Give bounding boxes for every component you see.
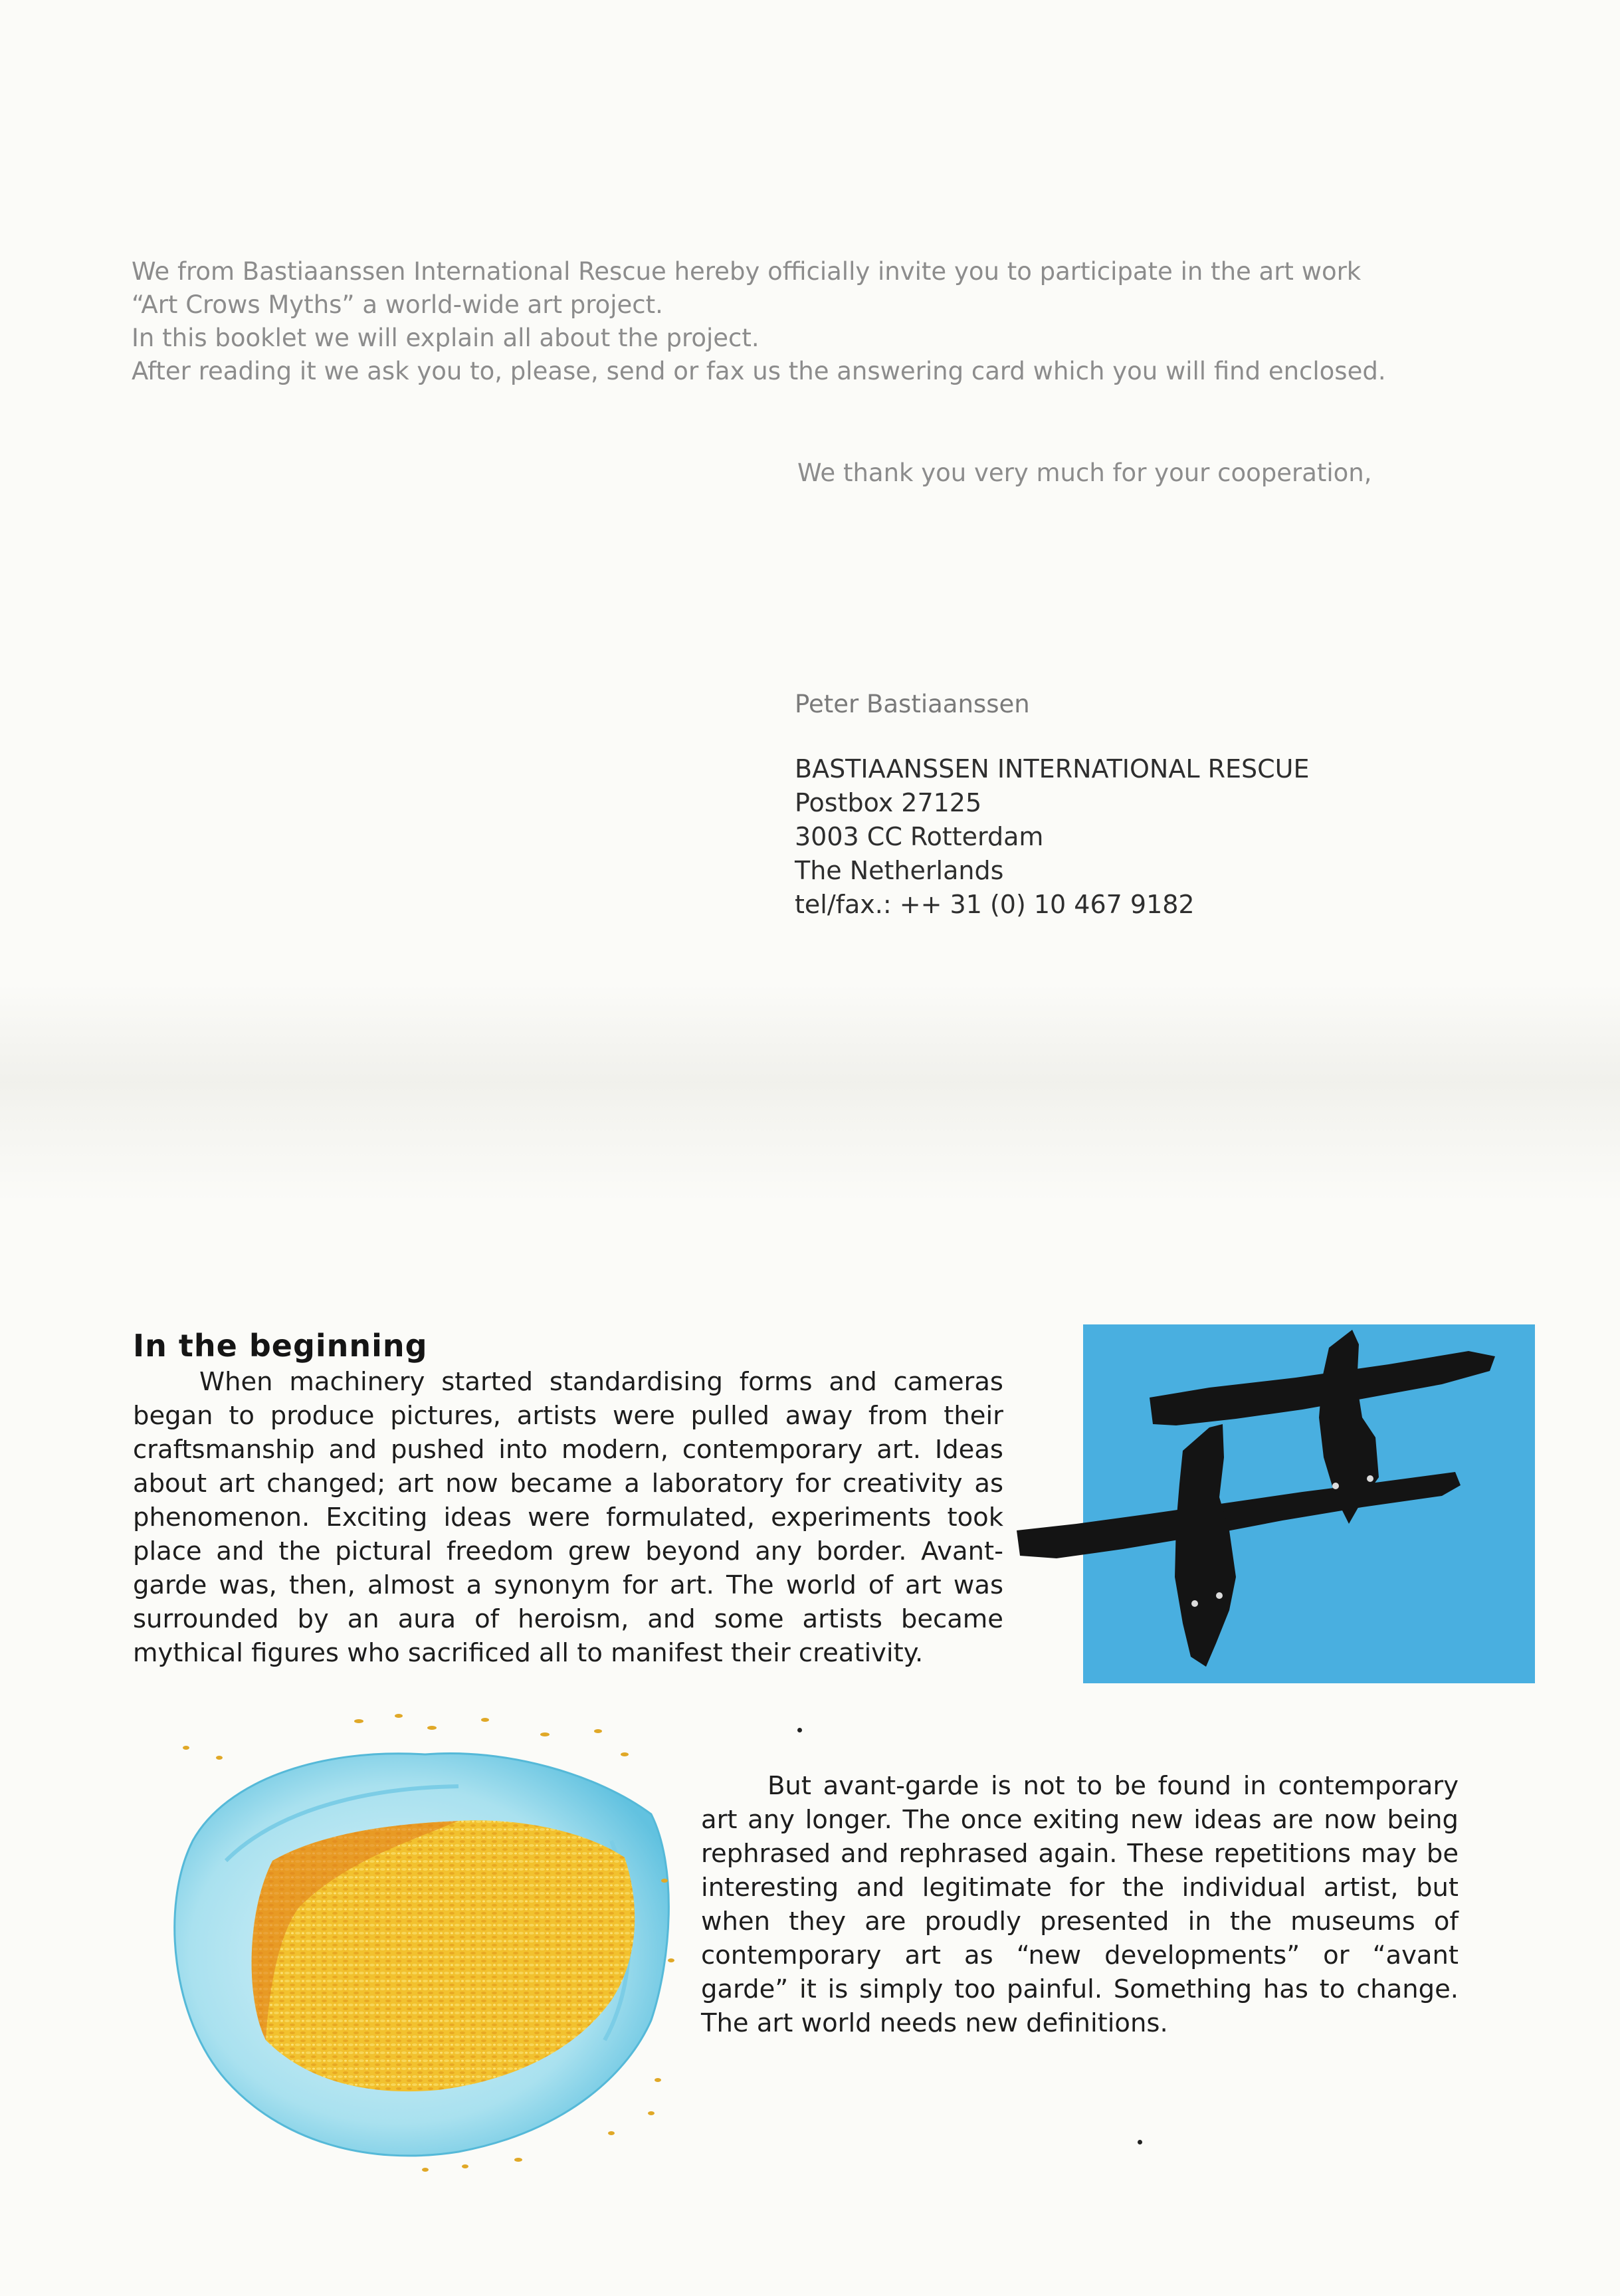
- invitation-line-2: “Art Crows Myths” a world-wide art project.: [132, 290, 663, 319]
- section-heading: In the beginning: [133, 1328, 428, 1364]
- crow-lower-eye-right: [1216, 1592, 1223, 1599]
- address-city: 3003 CC Rotterdam: [795, 822, 1044, 851]
- crow-lower-eye-left: [1191, 1600, 1198, 1607]
- invitation-line-3: In this booklet we will explain all about the project.: [132, 324, 759, 352]
- page-fold-shadow: [0, 984, 1620, 1203]
- thanks-line: We thank you very much for your cooperation,: [797, 459, 1372, 487]
- paragraph-2-text: But avant-garde is not to be found in contemporary art any longer. The once exiting new ideas are now being rephrased and rephrased again. These repetitions may be interesting and legitimate for the individual artist, but when they are proudly presented in the museums of contemporary art as “new developments” or “avant garde” it is simply too painful. Something has to change. The art world needs new definitions.: [701, 1771, 1459, 2038]
- grain-sack-illustration: [146, 1708, 691, 2173]
- invitation-line-1: We from Bastiaanssen International Rescue hereby officially invite you to participate in the art work: [132, 257, 1362, 286]
- crow-lower-body: [1175, 1424, 1236, 1667]
- address-postbox: Postbox 27125: [795, 788, 982, 817]
- invitation-text: [132, 255, 1540, 388]
- crows-illustration: [1017, 1324, 1535, 1683]
- speck-2: [1138, 2140, 1142, 2144]
- crows-photo: [1017, 1324, 1535, 1683]
- speck-1: [797, 1728, 802, 1732]
- signer-name: Peter Bastiaanssen: [795, 690, 1030, 718]
- address-phone: tel/fax.: ++ 31 (0) 10 467 9182: [795, 890, 1195, 919]
- address-block: [795, 752, 1309, 922]
- paragraph-2: [701, 1769, 1459, 2040]
- address-organization: BASTIAANSSEN INTERNATIONAL RESCUE: [795, 754, 1310, 783]
- crow-upper-eye-left: [1332, 1483, 1339, 1489]
- paragraph-1-text: When machinery started standardising forms and cameras began to produce pictures, artists were pulled away from their craftsmanship and pushed into modern, contemporary art. Ideas about art changed; art now became a laboratory for creativity as phenomenon. Exciting ideas were formulated, experiments took place and the pictural freedom grew beyond any border. Avant-garde was, then, almost a synonym for art. The world of art was surrounded by an aura of heroism, and some artists became mythical figures who sacrificed all to manifest their creativity.: [133, 1367, 1003, 1668]
- address-country: The Netherlands: [795, 856, 1004, 885]
- crow-lower-wings: [1017, 1472, 1461, 1558]
- crow-upper-eye-right: [1367, 1475, 1373, 1482]
- invitation-line-4: After reading it we ask you to, please, send or fax us the answering card which you will find enclosed.: [132, 357, 1386, 385]
- paragraph-1: [133, 1365, 1003, 1670]
